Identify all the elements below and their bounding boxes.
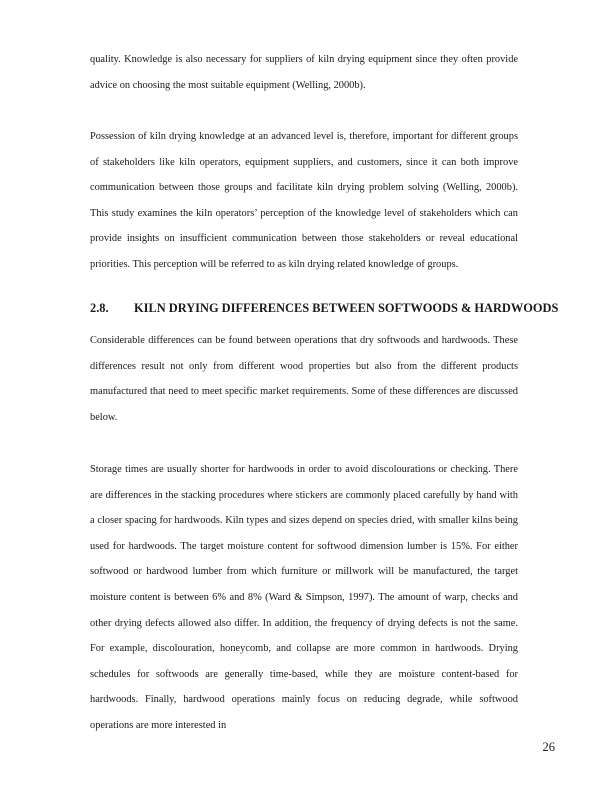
paragraph-considerable-differences: Considerable differences can be found between operations that dry softwoods and hardwoods. These differences result not only from different wood properties but also from the different products manufactured that need to meet specific market requirements. Some of these differences are discussed below.	[90, 335, 518, 423]
section-number: 2.8.	[90, 301, 109, 315]
section-title: KILN DRYING DIFFERENCES BETWEEN SOFTWOODS & HARDWOODS	[134, 301, 559, 315]
paragraph-equipment-suppliers: quality. Knowledge is also necessary for suppliers of kiln drying equipment since they often provide advice on choosing the most suitable equipment (Welling, 2000b).	[90, 54, 518, 91]
page-number: 26	[542, 740, 555, 754]
paragraph-storage-times: Storage times are usually shorter for hardwoods in order to avoid discolourations or checking. There are differences in the stacking procedures where stickers are commonly placed carefully by hand with a closer spacing for hardwoods. Kiln types and sizes depend on species dried, with smaller kilns being used for hardwoods. The target moisture content for softwood dimension lumber is 15%. For either softwood or hardwood lumber from which furniture or millwork will be manufactured, the target moisture content is between 6% and 8% (Ward & Simpson, 1997). The amount of warp, checks and other drying defects allowed also differ. In addition, the frequency of drying defects is not the same. For example, discolouration, honeycomb, and collapse are more common in hardwoods. Drying schedules for softwoods are generally time-based, while they are moisture content-based for hardwoods. Finally, hardwood operations mainly focus on reducing degrade, while softwood operations are more interested in	[90, 464, 518, 731]
paragraph-knowledge-importance: Possession of kiln drying knowledge at an advanced level is, therefore, important for different groups of stakeholders like kiln operators, equipment suppliers, and customers, since it can both improve communication between those groups and facilitate kiln drying problem solving (Welling, 2000b). This study examines the kiln operators’ perception of the knowledge level of stakeholders which can provide insights on insufficient communication between those stakeholders or reveal educational priorities. This perception will be referred to as kiln drying related knowledge of groups.	[90, 131, 518, 270]
section-heading	[90, 298, 560, 318]
